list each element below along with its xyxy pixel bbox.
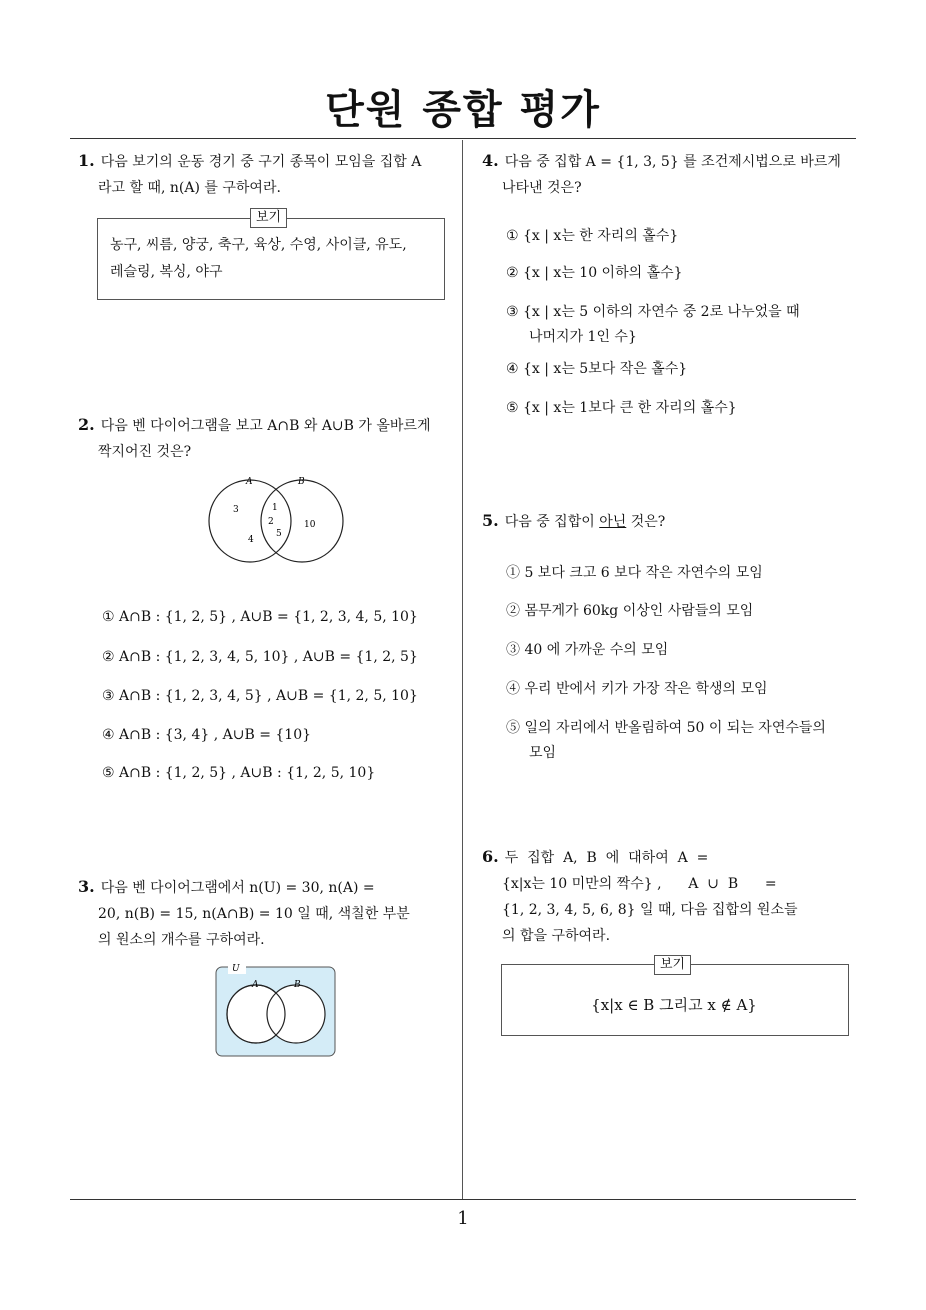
q2-venn-value: 3 — [233, 505, 239, 515]
question-5-number: 5. — [482, 511, 499, 530]
question-3-line2: 20, n(B) = 15, n(A∩B) = 10 일 때, 색칠한 부분 — [98, 906, 410, 922]
q3-venn-label-a: A — [252, 980, 259, 990]
question-3-line1: 다음 벤 다이어그램에서 n(U) = 30, n(A) = — [100, 880, 375, 896]
q3-venn-diagram — [214, 962, 338, 1058]
page-number: 1 — [457, 1208, 469, 1229]
question-6-line1: 두 집합 A, B 에 대하여 A = — [504, 850, 709, 866]
q4-option-3[interactable]: ③ {x | x는 5 이하의 자연수 중 2로 나누었을 때 — [506, 304, 800, 320]
q2-venn-value: 10 — [304, 520, 316, 530]
q4-option-3-cont: 나머지가 1인 수} — [529, 329, 637, 345]
question-3-number: 3. — [78, 877, 95, 896]
q1-example-line2: 레슬링, 복싱, 야구 — [110, 264, 223, 280]
question-2-number: 2. — [78, 415, 95, 434]
question-1-line2: 라고 할 때, n(A) 를 구하여라. — [98, 180, 281, 196]
page-title: 단원 종합 평가 — [325, 87, 601, 133]
q5-option-5-cont: 모임 — [529, 745, 557, 761]
q4-option-2[interactable]: ② {x | x는 10 이하의 홀수} — [506, 265, 683, 281]
question-5 — [482, 508, 862, 535]
question-3-line3: 의 원소의 개수를 구하여라. — [98, 932, 265, 948]
question-2-line1: 다음 벤 다이어그램을 보고 A∩B 와 A∪B 가 올바르게 — [100, 418, 431, 434]
question-2 — [78, 412, 458, 465]
q2-venn-value: 5 — [276, 529, 282, 539]
q1-example-line1: 농구, 씨름, 양궁, 축구, 육상, 수영, 사이클, 유도, — [110, 237, 407, 253]
q4-option-4[interactable]: ④ {x | x는 5보다 작은 홀수} — [506, 361, 688, 377]
q2-venn-value: 2 — [268, 517, 274, 527]
question-6-line2: {x|x는 10 미만의 짝수} , A ∪ B = — [502, 876, 777, 892]
q2-venn-value: 4 — [248, 535, 254, 545]
column-divider — [462, 140, 463, 1200]
q2-option-3[interactable]: ③ A∩B : {1, 2, 3, 4, 5} , A∪B = {1, 2, 5, 10} — [102, 688, 418, 704]
question-1 — [78, 148, 458, 201]
question-3 — [78, 874, 458, 953]
question-2-line2: 짝지어진 것은? — [98, 444, 192, 460]
q1-example-text — [110, 232, 440, 286]
q6-example-text: {x|x ∈ B 그리고 x ∉ A} — [591, 996, 757, 1014]
q2-venn-value: 1 — [272, 503, 278, 513]
q5-option-4[interactable]: ④ 우리 반에서 키가 가장 작은 학생의 모임 — [506, 681, 768, 697]
q1-example-label: 보기 — [250, 208, 287, 228]
q2-option-1[interactable]: ① A∩B : {1, 2, 5} , A∪B = {1, 2, 3, 4, 5, 10} — [102, 609, 418, 625]
question-4 — [482, 148, 862, 201]
q2-venn-label-b: B — [298, 477, 305, 487]
q3-venn-label-u: U — [232, 964, 240, 974]
q2-option-2[interactable]: ② A∩B : {1, 2, 3, 4, 5, 10} , A∪B = {1, 2, 5} — [102, 649, 418, 665]
q6-example-label: 보기 — [654, 955, 691, 975]
q4-option-5[interactable]: ⑤ {x | x는 1보다 큰 한 자리의 홀수} — [506, 400, 737, 416]
question-1-line1: 다음 보기의 운동 경기 중 구기 종목이 모임을 집합 A — [100, 154, 422, 170]
q2-venn-label-a: A — [246, 477, 253, 487]
q2-venn-diagram — [200, 472, 350, 564]
question-5-underlined: 아닌 — [599, 514, 627, 530]
question-6-line3: {1, 2, 3, 4, 5, 6, 8} 일 때, 다음 집합의 원소들 — [502, 902, 798, 918]
question-4-number: 4. — [482, 151, 499, 170]
question-5-text-pre: 다음 중 집합이 — [504, 514, 600, 530]
q4-option-1[interactable]: ① {x | x는 한 자리의 홀수} — [506, 228, 679, 244]
bottom-rule — [70, 1199, 856, 1200]
question-4-line2: 나타낸 것은? — [502, 180, 582, 196]
q5-option-1[interactable]: ① 5 보다 크고 6 보다 작은 자연수의 모임 — [506, 565, 763, 581]
q5-option-2[interactable]: ② 몸무게가 60kg 이상인 사람들의 모임 — [506, 603, 754, 619]
question-6 — [482, 844, 862, 949]
question-5-text-post: 것은? — [626, 514, 666, 530]
question-1-number: 1. — [78, 151, 95, 170]
top-rule — [70, 138, 856, 139]
question-4-line1: 다음 중 집합 A = {1, 3, 5} 를 조건제시법으로 바르게 — [504, 154, 841, 170]
q3-venn-label-b: B — [294, 980, 301, 990]
q5-option-3[interactable]: ③ 40 에 가까운 수의 모임 — [506, 642, 669, 658]
q2-option-4[interactable]: ④ A∩B : {3, 4} , A∪B = {10} — [102, 727, 312, 743]
question-6-line4: 의 합을 구하여라. — [502, 928, 611, 944]
question-6-number: 6. — [482, 847, 499, 866]
q2-option-5[interactable]: ⑤ A∩B : {1, 2, 5} , A∪B : {1, 2, 5, 10} — [102, 765, 376, 781]
q5-option-5[interactable]: ⑤ 일의 자리에서 반올림하여 50 이 되는 자연수들의 — [506, 720, 826, 736]
